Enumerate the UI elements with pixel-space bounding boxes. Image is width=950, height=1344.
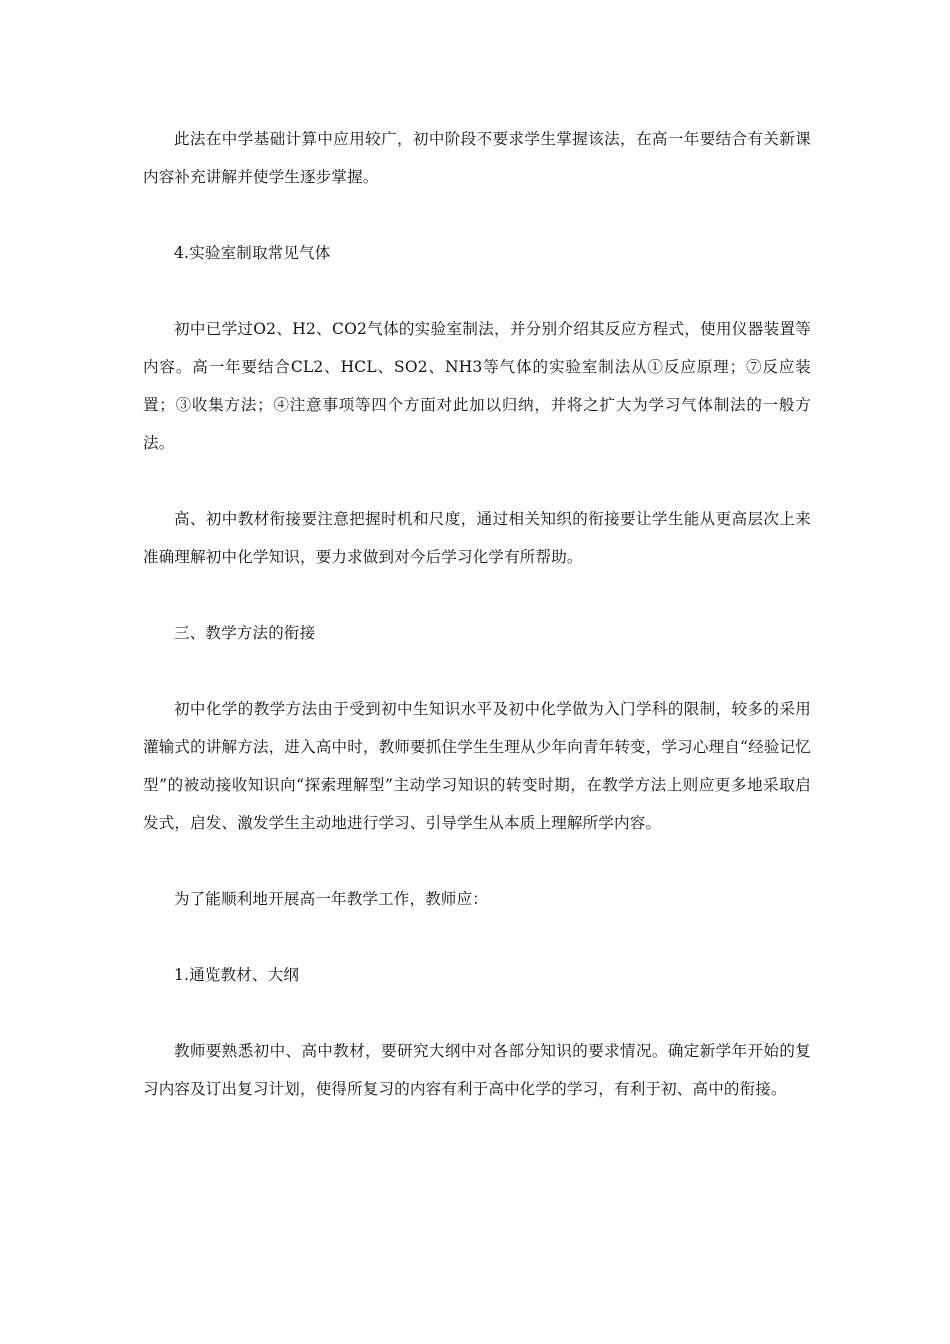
paragraph-gas-preparation: 初中已学过O2、H2、CO2气体的实验室制法，并分别介绍其反应方程式，使用仪器装置等内容。高一年要结合CL2、HCL、SO2、NH3等气体的实验室制法从①反应原理；⑦反应装置；③收集方法；④注意事项等四个方面对此加以归纳，并将之扩大为学习气体制法的一般方法。 bbox=[143, 320, 811, 452]
heading-review-syllabus: 1.通览教材、大纲 bbox=[174, 966, 300, 984]
paragraph-teacher-duties-intro: 为了能顺利地开展高一年教学工作，教师应： bbox=[174, 890, 489, 908]
paragraph-method-note: 此法在中学基础计算中应用较广，初中阶段不要求学生掌握该法，在高一年要结合有关新课内容补充讲解并使学生逐步掌握。 bbox=[143, 130, 811, 186]
paragraph-teaching-methods: 初中化学的教学方法由于受到初中生知识水平及初中化学做为入门学科的限制，较多的采用灌输式的讲解方法，进入高中时，教师要抓住学生生理从少年向青年转变，学习心理自“经验记忆型”的被动接收知识向“探索理解型”主动学习知识的转变时期，在教学方法上则应更多地采取启发式，启发、激发学生主动地进行学习、引导学生从本质上理解所学内容。 bbox=[143, 700, 811, 832]
paragraph-curriculum-bridging: 高、初中教材衔接要注意把握时机和尺度，通过相关知织的衔接要让学生能从更高层次上来准确理解初中化学知识，要力求做到对今后学习化学有所帮助。 bbox=[143, 510, 811, 566]
paragraph-review-syllabus: 教师要熟悉初中、高中教材，要研究大纲中对各部分知识的要求情况。确定新学年开始的复习内容及订出复习计划，使得所复习的内容有利于高中化学的学习，有利于初、高中的衔接。 bbox=[143, 1042, 811, 1098]
document-body bbox=[143, 120, 811, 1108]
heading-lab-gas-preparation: 4.实验室制取常见气体 bbox=[174, 244, 331, 262]
heading-teaching-methods: 三、教学方法的衔接 bbox=[174, 624, 316, 642]
